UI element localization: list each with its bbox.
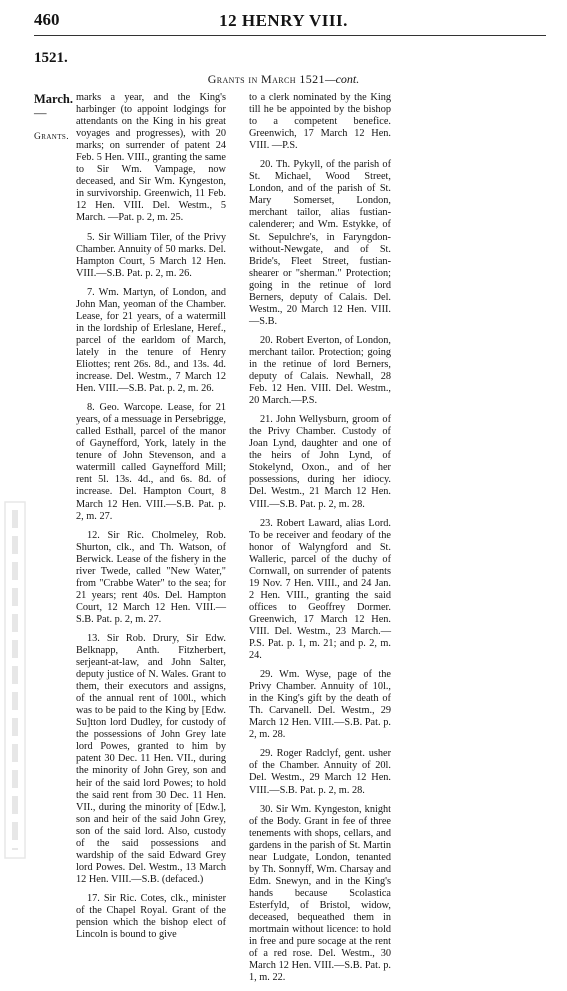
margin-label: Grants. (34, 132, 69, 142)
entry-paragraph: 17. Sir Ric. Cotes, clk., minister of the Chapel Royal. Grant of the pension which the bishop elect of Lincoln is bound to give (76, 892, 226, 941)
entry-paragraph: 29. Wm. Wyse, page of the Privy Chamber. Annuity of 10l., in the King's gift by the death of Th. Carvanell. Del. Westm., 29 March 12 Hen. VIII.—S.B. Pat. p. 2, m. 28. (249, 669, 391, 741)
entry-paragraph: 20. Th. Pykyll, of the parish of St. Michael, Wood Street, London, and of the parish of St. Mary Somerset, London, merchant tailor, alias fustian-calenderer; and Wm. Estykke, of St. Sepulchre's, in Faryngdon-without-Newgate, and of St. Bride's, Fleet Street, fustian-shearer or "sherman." Protection; going in the retinue of lord Berners, deputy of Calais. Del. Westm., 20 March 12 Hen. VIII.—S.B. (249, 159, 391, 327)
entry-paragraph: 30. Sir Wm. Kyngeston, knight of the Body. Grant in fee of three tenements with shops, cellars, and gardens in the parish of St. Martin near Ludgate, London, tenanted by Th. Sonnyff, Wm. Charsay and Edm. Snewyn, and in the King's hands because Scolastica Esterfyld, of Bristol, widow, deceased, bequeathed them in mortmain without licence: to hold in free and pure socage at the rent of a red rose. Del. Westm., 30 March 12 Hen. VIII.—S.B. Pat. p. 1, m. 22. (249, 803, 391, 984)
entry-paragraph: 29. Roger Radclyf, gent. usher of the Chamber. Annuity of 20l. Del. Westm., 29 March 12 Hen. VIII.—S.B. Pat. p. 2, m. 28. (249, 748, 391, 796)
running-title: 12 HENRY VIII. (219, 11, 348, 30)
entry-paragraph: 20. Robert Everton, of London, merchant tailor. Protection; going in the retinue of lord Berners, deputy of Calais. Newhall, 28 Feb. 12 Hen. VIII. Del. Westm., 20 March.—P.S. (249, 334, 391, 407)
section-suffix: —cont. (324, 72, 360, 86)
margin-dash: — (34, 106, 47, 120)
entry-paragraph: 13. Sir Rob. Drury, Sir Edw. Belknapp, Anth. Fitzherbert, serjeant-at-law, and John Salter, deputy justice of N. Wales. Grant to them, their executors and assigns, of the annual rent of 100l., which was to be paid to the King by [Edw. Su]tton lord Dudley, for custody of the possessions of John Grey late lord Powes, granted to him by patent 30 Dec. 11 Hen. VII., during the minority of John Grey, son and heir of the said lord Powes; to hold the said rent from 30 Dec. 11 Hen. VII., during the minority of [Edw.], son and heir of the said John Grey, son of the said lord. Also, custody of the said possessions and wardship of the said Edward Grey lord Powes. Del. Westm., 13 March 12 Hen. VIII.—S.B. (defaced.) (76, 632, 226, 885)
margin-notes (34, 92, 74, 144)
watermark-stamp (3, 500, 27, 860)
entry-paragraph: to a clerk nominated by the King till he be appointed by the bishop to a competent benefice. Greenwich, 17 March 12 Hen. VIII. —P.S. (249, 92, 391, 152)
entry-paragraph: 12. Sir Ric. Cholmeley, Rob. Shurton, clk., and Th. Watson, of Berwick. Lease of the fishery in the river Twede, called "New Water," from "Crabbe Water" to the sea; for 21 years; rent 40s. Del. Hampton Court, 12 March 12 Hen. VIII.—S.B. Pat. p. 2, m. 27. (76, 529, 226, 625)
section-title: Grants in March 1521 (207, 72, 325, 86)
entry-paragraph: 7. Wm. Martyn, of London, and John Man, yeoman of the Chamber. Lease, for 21 years, of a watermill in the lordship of Erleslane, Heref., parcel of the earldom of March, lately in the tenure of Henry Eliottes; rent 26s. 8d., and 13s. 4d. increase. Del. Westm., 7 March 12 Hen. VIII.—S.B. Pat. p. 2, m. 26. (76, 286, 226, 395)
entry-paragraph: 23. Robert Laward, alias Lord. To be receiver and feodary of the honor of Walyngford and St. Walleric, parcel of the duchy of Cornwall, on surrender of patents 19 Nov. 7 Hen. VIII., and 24 Jan. 2 Hen. VIII., granting the said offices to Geoffrey Dormer. Greenwich, 17 March 12 Hen. VIII. Del. Westm., 23 March.—P.S. Pat. p. 1, m. 21; and p. 2, m. 24. (249, 517, 391, 662)
section-heading (0, 72, 567, 87)
header-rule (34, 35, 546, 36)
entry-paragraph: 8. Geo. Warcope. Lease, for 21 years, of a messuage in Persebrigge, called Esthall, parcel of the manor of Gaynefford, York, lately in the tenure of John Stevenson, and a watermill called Gaynefford Mill; rent 5l. 13s. 4d., and 6s. 8d. of increase. Del. Hampton Court, 8 March 12 Hen. VIII.—S.B. Pat. p. 2, m. 27. (76, 402, 226, 522)
page-number: 460 (34, 10, 60, 29)
year-label: 1521. (34, 50, 68, 66)
text-column-1 (76, 92, 226, 948)
entry-paragraph: 21. John Wellysburn, groom of the Privy Chamber. Custody of Joan Lynd, daughter and one of the heirs of John Lynd, of Stokelynd, Oxon., and of her possessions, during her idiocy. Del. Westm., 21 March 12 Hen. VIII.—S.B. Pat. p. 2, m. 28. (249, 414, 391, 510)
margin-month: March. (34, 92, 73, 106)
entry-paragraph: 5. Sir William Tiler, of the Privy Chamber. Annuity of 50 marks. Del. Hampton Court, 5 March 12 Hen. VIII.—S.B. Pat. p. 2, m. 26. (76, 231, 226, 279)
entry-paragraph: marks a year, and the King's harbinger (to appoint lodgings for attendants on the King in his great voyages and progresses), with 20 marks; on surrender of patent 24 Feb. 5 Hen. VIII., granting the same to Sir Wm. Vampage, now deceased, and Sir Wm. Kyngeston, in survivorship. Greenwich, 11 Feb. 12 Hen. VIII. Del. Westm., 5 March. —Pat. p. 2, m. 25. (76, 92, 226, 224)
text-column-2 (249, 92, 391, 991)
